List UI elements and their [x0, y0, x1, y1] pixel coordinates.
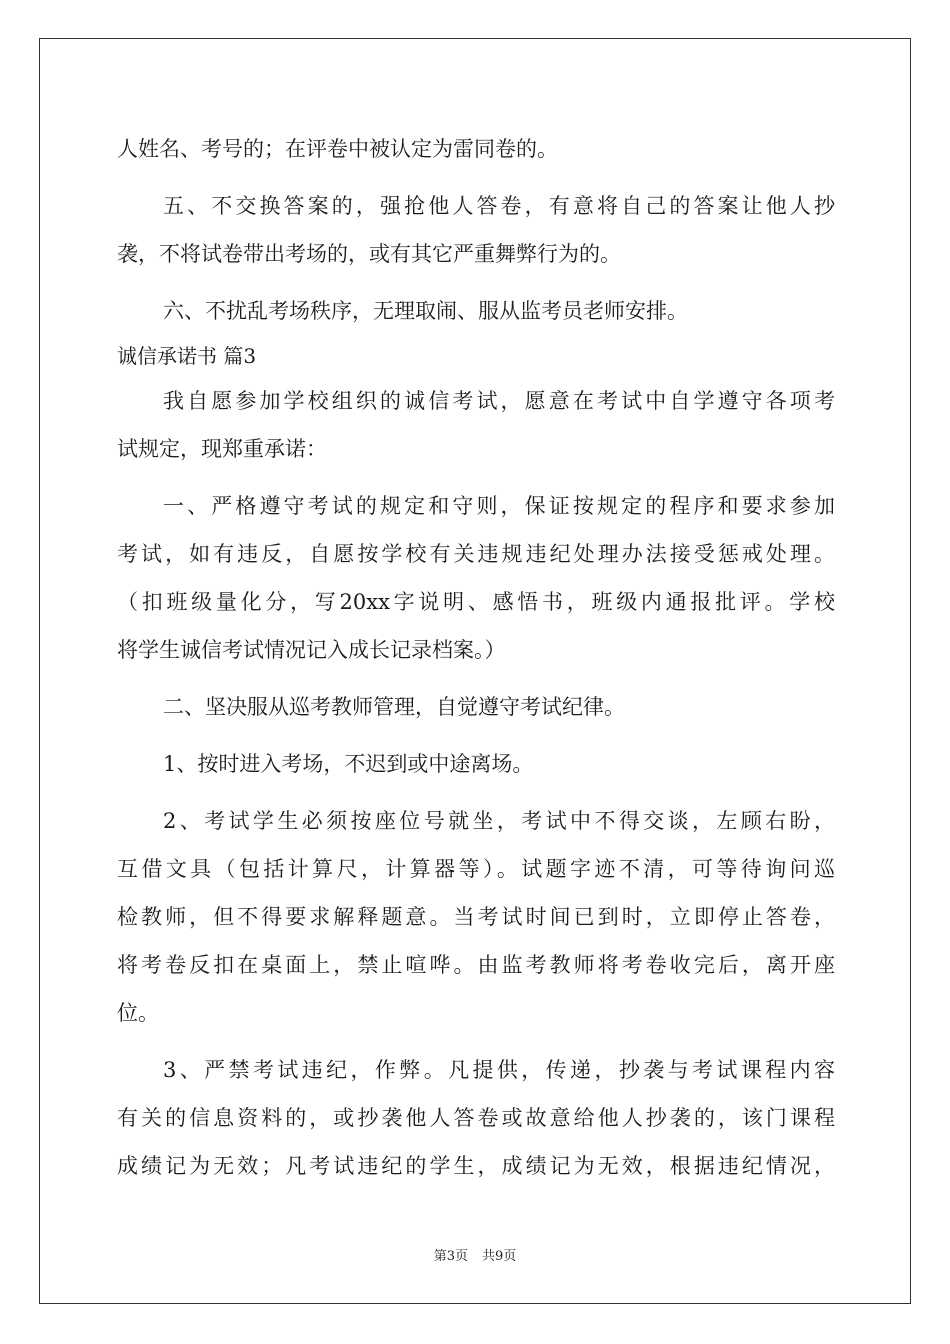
total-pages: 共9页 — [482, 1249, 517, 1264]
page-number: 第3页 — [433, 1249, 468, 1264]
text-line: 检教师，但不得要求解释题意。当考试时间已到时，立即停止答卷， — [117, 905, 835, 929]
text-line: 将考卷反扣在桌面上，禁止喧哗。由监考教师将考卷收完后，离开座 — [117, 953, 835, 977]
paragraph-block-1 — [117, 125, 835, 335]
paragraph-block-2 — [117, 377, 835, 1190]
text-line: 成绩记为无效；凡考试违纪的学生，成绩记为无效，根据违纪情况， — [117, 1154, 835, 1178]
text-line: 有关的信息资料的，或抄袭他人答卷或故意给他人抄袭的，该门课程 — [117, 1106, 835, 1130]
text-line: 人姓名、考号的；在评卷中被认定为雷同卷的。 — [117, 137, 558, 161]
text-line: 考试，如有违反，自愿按学校有关违规违纪处理办法接受惩戒处理。 — [117, 542, 835, 566]
text-line: 一、严格遵守考试的规定和守则，保证按规定的程序和要求参加 — [163, 494, 835, 518]
text-line: 互借文具（包括计算尺，计算器等）。试题字迹不清，可等待询问巡 — [117, 857, 835, 881]
text-line: 五、不交换答案的，强抢他人答卷，有意将自己的答案让他人抄 — [163, 194, 835, 218]
text-line: 我自愿参加学校组织的诚信考试，愿意在考试中自学遵守各项考 — [163, 389, 835, 413]
text-line: 六、不扰乱考场秩序，无理取闹、服从监考员老师安排。 — [163, 299, 688, 323]
text-line: 袭，不将试卷带出考场的，或有其它严重舞弊行为的。 — [117, 242, 621, 266]
page-footer — [0, 1245, 950, 1264]
text-line: 试规定，现郑重承诺： — [117, 437, 327, 461]
text-line: 位。 — [117, 1001, 159, 1025]
text-line: 1、按时进入考场，不迟到或中途离场。 — [163, 752, 534, 776]
text-line: 二、坚决服从巡考教师管理，自觉遵守考试纪律。 — [163, 695, 625, 719]
text-line: 将学生诚信考试情况记入成长记录档案。） — [117, 638, 506, 662]
document-body — [117, 125, 835, 1190]
text-line: 2、考试学生必须按座位号就坐，考试中不得交谈，左顾右盼， — [163, 809, 835, 833]
text-line: （扣班级量化分，写20xx字说明、感悟书，班级内通报批评。学校 — [117, 590, 835, 614]
section-heading: 诚信承诺书 篇3 — [117, 344, 257, 368]
text-line: 3、严禁考试违纪，作弊。凡提供，传递，抄袭与考试课程内容 — [163, 1058, 835, 1082]
